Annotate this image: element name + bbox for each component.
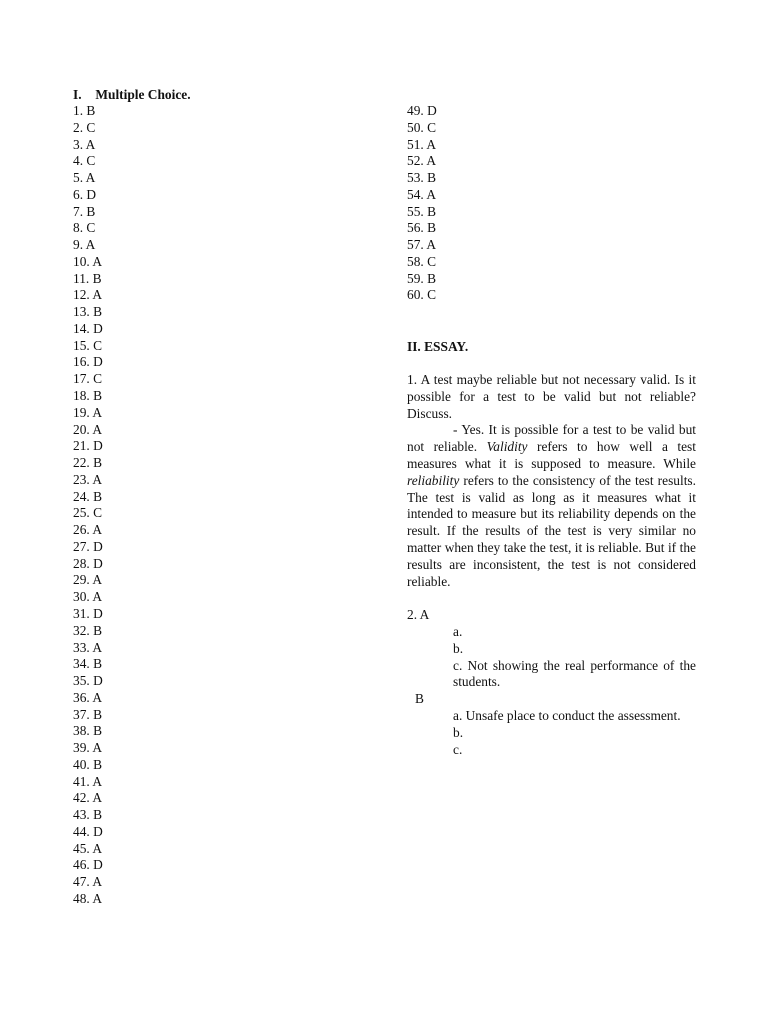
answer-item: 5. A <box>73 170 96 186</box>
answer-list-right <box>407 103 696 304</box>
answer-item: 45. A <box>73 840 103 856</box>
answer-text-part: - Yes. It is possible for a test to be valid but not reliable. <box>407 422 696 455</box>
essay-question-1: 1. A test maybe reliable but not necessary valid. Is it possible for a test to be valid but not reliable? Discuss. <box>407 372 696 421</box>
answer-item: 55. B <box>407 203 437 219</box>
answer-text-part: refers to how well a test measures what it is supposed to measure. While <box>407 439 696 471</box>
answer-item: 31. D <box>73 605 103 621</box>
answer-item: 6. D <box>73 186 97 202</box>
section-heading <box>73 86 373 103</box>
answer-item: 10. A <box>73 253 103 269</box>
q2-b-items <box>407 708 696 758</box>
answer-item: 38. B <box>73 723 103 739</box>
answer-item: 2. C <box>73 119 96 135</box>
answer-list-left <box>73 103 373 908</box>
answer-item: 29. A <box>73 572 103 588</box>
answer-item: 42. A <box>73 790 103 806</box>
answer-item: 12. A <box>73 287 103 303</box>
answer-item: 43. B <box>73 807 103 823</box>
answer-item: 9. A <box>73 237 96 253</box>
answer-item: 26. A <box>73 522 103 538</box>
answer-item: 33. A <box>73 639 103 655</box>
answer-item: 19. A <box>73 404 103 420</box>
answer-item: 48. A <box>73 890 103 906</box>
answer-item: 15. C <box>73 337 103 353</box>
section-title: Multiple Choice. <box>95 87 191 102</box>
answer-item: 21. D <box>73 438 103 454</box>
answer-item: 11. B <box>73 270 102 286</box>
answer-column-right <box>407 103 696 304</box>
answer-item: 57. A <box>407 237 437 253</box>
answer-item: 23. A <box>73 471 103 487</box>
answer-item: 32. B <box>73 622 103 638</box>
answer-item: 52. A <box>407 153 437 169</box>
answer-item: 60. C <box>407 287 437 303</box>
answer-item: 24. B <box>73 488 103 504</box>
answer-item: 40. B <box>73 756 103 772</box>
essay-answer-1 <box>407 422 696 590</box>
answer-item: 49. D <box>407 103 437 118</box>
q2-b-item: c. <box>453 741 463 757</box>
answer-item: 36. A <box>73 689 103 705</box>
q2-a-item: a. <box>453 623 463 639</box>
answer-item: 18. B <box>73 388 103 404</box>
answer-item: 16. D <box>73 354 103 370</box>
answer-column-left <box>73 86 373 908</box>
q2-a-item: b. <box>453 640 464 656</box>
q2-b-item: a. Unsafe place to conduct the assessment. <box>453 707 681 723</box>
answer-item: 13. B <box>73 304 103 320</box>
q2-b-item: b. <box>453 724 464 740</box>
answer-item: 14. D <box>73 320 103 336</box>
answer-item: 25. C <box>73 505 103 521</box>
answer-item: 50. C <box>407 119 437 135</box>
answer-item: 53. B <box>407 170 437 186</box>
section-number: I. <box>73 87 82 102</box>
answer-item: 27. D <box>73 538 103 554</box>
answer-item: 4. C <box>73 153 96 169</box>
answer-item: 54. A <box>407 186 437 202</box>
answer-item: 3. A <box>73 136 96 152</box>
answer-item: 37. B <box>73 706 103 722</box>
answer-item: 51. A <box>407 136 437 152</box>
term-validity: Validity <box>486 439 528 455</box>
answer-item: 28. D <box>73 555 103 571</box>
essay-heading: II. ESSAY. <box>407 339 469 354</box>
answer-item: 30. A <box>73 589 103 605</box>
essay-section <box>407 372 696 758</box>
answer-item: 47. A <box>73 874 103 890</box>
q2-b-label: B <box>415 691 424 707</box>
answer-item: 44. D <box>73 823 103 839</box>
answer-item: 56. B <box>407 220 437 236</box>
q2-a-items <box>407 624 696 691</box>
answer-item: 8. C <box>73 220 96 236</box>
answer-item: 7. B <box>73 203 96 219</box>
answer-item: 1. B <box>73 103 96 118</box>
answer-item: 39. A <box>73 740 103 756</box>
answer-item: 17. C <box>73 371 103 387</box>
essay-question-2-label: 2. A <box>407 607 430 623</box>
q2-a-item: c. Not showing the real performance of the students. <box>453 657 696 690</box>
answer-item: 20. A <box>73 421 103 437</box>
answer-text-part: refers to the consistency of the test results. The test is valid as long as it measures what it intended to measure but its reliability depends on the result. If the results of the test is very similar no matter when they take the test, it is reliable. But if the results are inconsistent, the test is not considered reliable. <box>407 472 696 589</box>
answer-item: 41. A <box>73 773 103 789</box>
answer-item: 46. D <box>73 857 103 873</box>
answer-item: 58. C <box>407 253 437 269</box>
answer-item: 34. B <box>73 656 103 672</box>
answer-item: 59. B <box>407 270 437 286</box>
answer-item: 22. B <box>73 455 103 471</box>
term-reliability: reliability <box>407 472 460 488</box>
answer-item: 35. D <box>73 673 103 689</box>
